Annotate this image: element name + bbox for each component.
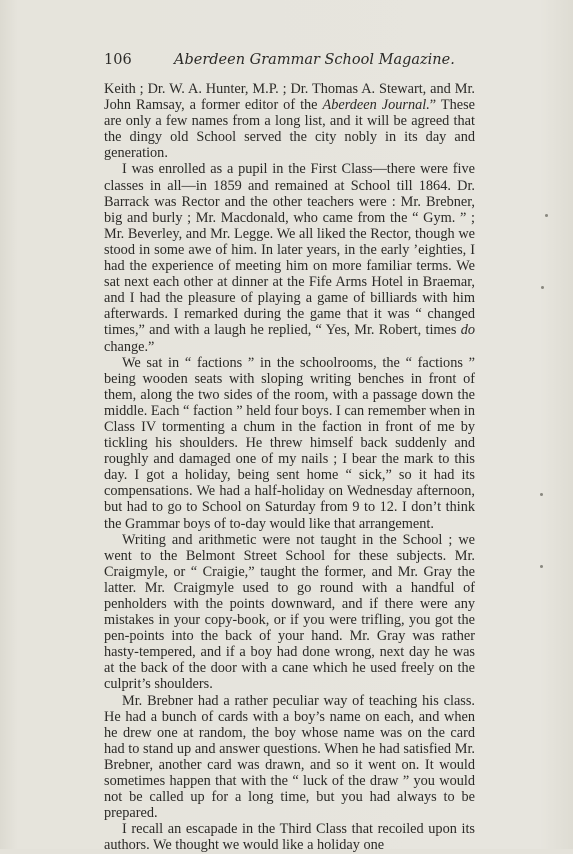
paragraph — [104, 161, 475, 354]
magazine-title: Aberdeen Grammar School Magazine. — [174, 52, 455, 68]
paragraph — [104, 693, 475, 822]
page-speck — [540, 493, 543, 496]
text-run: Keith ; Dr. W. A. Hunter, M.P. ; Dr. Thomas A. Stewart, and Mr. John Ramsay, a former editor of the — [104, 81, 475, 114]
page-speck — [545, 214, 548, 217]
text-run: I recall an escapade in the Third Class that recoiled upon its authors. We thought we would like a holiday one — [104, 821, 475, 854]
text-run: change.” — [104, 338, 155, 355]
page-speck — [541, 286, 544, 289]
text-run: Mr. Brebner had a rather peculiar way of teaching his class. He had a bunch of cards with a boy’s name on each, and when he drew one at random, the boy whose name was on the card had to stand up and answer questions. When he had satisfied Mr. Brebner, another card was drawn, and so it went on. It would sometimes happen that with the “ luck of the draw ” you would not be called up for a long time, but you had always to be prepared. — [104, 692, 475, 822]
text-run: ” These are only a few names from a long list, and it will be agreed that the dingy old School served the city nobly in its day and generation. — [104, 97, 475, 162]
paragraph — [104, 81, 475, 161]
paragraph — [104, 355, 475, 532]
text-run: I was enrolled as a pupil in the First Class—there were five classes in all—in 1859 and remained at School till 1864. Dr. Barrack was Rector and the other teachers were : Mr. Brebner, big and burly ; Mr. Macdonald, who came from the “ Gym. ” ; Mr. Beverley, and Mr. Legge. We all liked the Rector, though we stood in some awe of him. In later years, in the early ’eighties, I had the experience of meeting him on more familiar terms. We sat next each other at dinner at the Fife Arms Hotel in Braemar, and I had the pleasure of playing a game of billiards with him afterwards. I remarked during the game that it was “ changed times,” and with a laugh he replied, “ Yes, Mr. Robert, times — [104, 161, 475, 339]
italic-text: Aberdeen Journal. — [322, 97, 430, 114]
article-body — [104, 81, 475, 854]
text-run: We sat in “ factions ” in the schoolrooms, the “ factions ” being wooden seats with sloping writing benches in front of them, along the two sides of the room, with a passage down the middle. Each “ faction ” held four boys. I can remember when in Class IV tormenting a chum in the faction in front of me by tickling his shoulders. He threw himself back suddenly and roughly and damaged one of my nails ; I bear the mark to this day. I got a holiday, being sent home “ sick,” so it had its compensations. We had a half-holiday on Wednesday afternoon, but had to go to School on Saturday from 9 to 12. I don’t think the Grammar boys of to-day would like that arrangement. — [104, 354, 475, 532]
text-run: Writing and arithmetic were not taught in the School ; we went to the Belmont Street School for these subjects. Mr. Craigmyle, or “ Craigie,” taught the former, and Mr. Gray the latter. Mr. Craigmyle used to go round with a handful of penholders with the points downward, and if there were any mistakes in your copy-book, or if you were trifling, you got the pen-points into the back of your hand. Mr. Gray was rather hasty-tempered, and if a boy had done wrong, next day he was at the back of the door with a cane which he used freely on the culprit’s shoulders. — [104, 531, 475, 693]
paragraph — [104, 532, 475, 693]
italic-text: do — [460, 322, 475, 339]
page-number: 106 — [104, 52, 132, 68]
page-speck — [540, 565, 543, 568]
